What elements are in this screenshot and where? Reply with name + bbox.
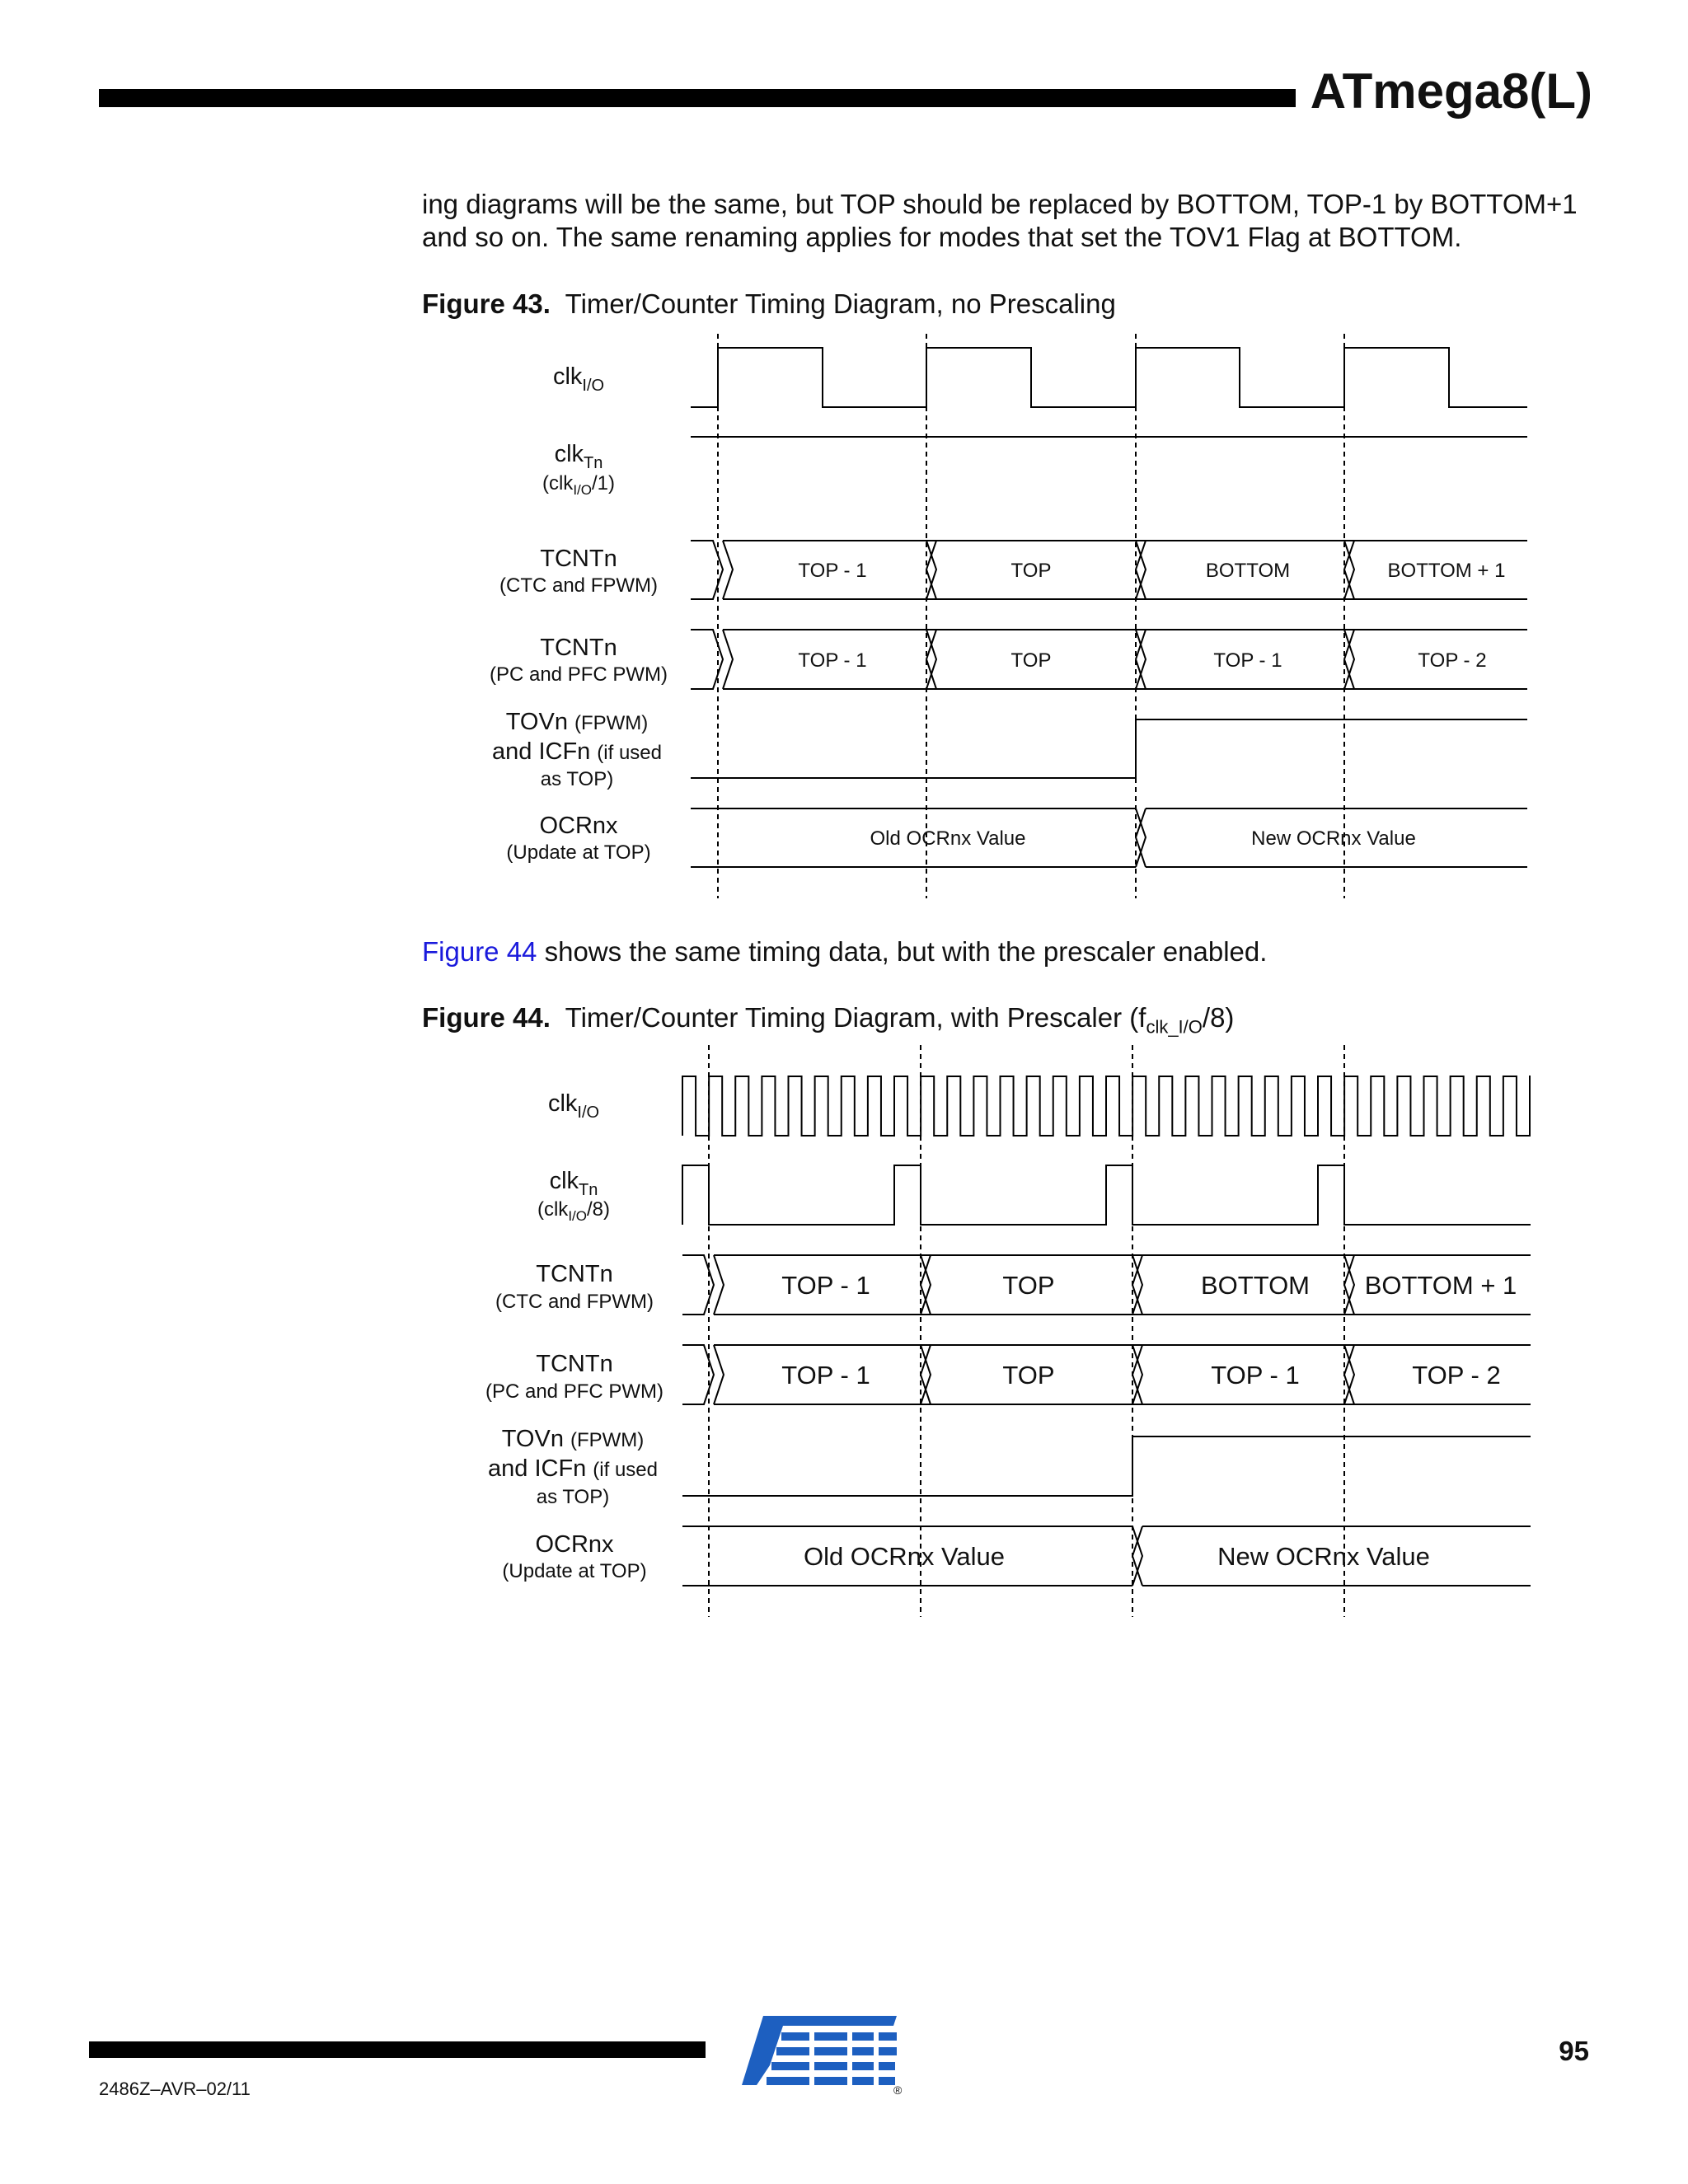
header-rule: [99, 89, 1296, 107]
label-clkio: clk$_{I/O}$: [552, 363, 605, 395]
label-tcnt-ctc: TCNTn: [536, 1261, 613, 1287]
page-number: 95: [1559, 2036, 1589, 2066]
label-ocr-mode: (Update at TOP): [502, 1560, 647, 1582]
tcnt-ctc-value: TOP: [1010, 560, 1052, 582]
label-tov-line3: as TOP): [536, 1486, 610, 1508]
figure44-reference-text: shows the same timing data, but with the prescaler enabled.: [537, 936, 1268, 967]
figure43-title: Timer/Counter Timing Diagram, no Prescaling: [565, 288, 1116, 319]
tcnt-pc-value: TOP - 1: [1211, 1361, 1300, 1390]
tcnt-ctc-value: TOP - 1: [781, 1271, 870, 1300]
clktn-waveform: [682, 1165, 1531, 1225]
ocr-value: New OCRnx Value: [1217, 1542, 1430, 1571]
label-tcnt-pc-mode: (PC and PFC PWM): [485, 1380, 664, 1403]
figure44-timing-diagram: [0, 1038, 1688, 1624]
label-ocr: OCRnx: [535, 1531, 614, 1558]
tcnt-pc-value: TOP - 2: [1412, 1361, 1501, 1390]
tcnt-ctc-value: BOTTOM: [1205, 560, 1291, 582]
tcnt-pc-value: TOP - 1: [798, 649, 867, 672]
tcnt-pc-value: TOP: [1010, 649, 1052, 672]
label-tcnt-pc-mode: (PC and PFC PWM): [489, 663, 668, 686]
tcnt-ctc-value: BOTTOM + 1: [1364, 1271, 1517, 1300]
clkio-waveform: [691, 348, 1527, 407]
tcnt-pc-value: TOP: [1002, 1361, 1055, 1390]
tov-waveform: [691, 719, 1527, 778]
tcnt-pc-value: TOP - 1: [781, 1361, 870, 1390]
figure44-reference-sentence: [422, 936, 1267, 968]
page-header-title: ATmega8(L): [1310, 63, 1592, 119]
label-ocr-mode: (Update at TOP): [506, 841, 651, 864]
label-tov-line3: as TOP): [540, 768, 614, 790]
figure43-label: Figure 43.: [422, 288, 551, 319]
tcnt-ctc-value: BOTTOM: [1200, 1271, 1311, 1300]
tcnt-ctc-value: TOP - 1: [798, 560, 867, 582]
figure43-caption: [422, 288, 1116, 320]
figure44-caption: [422, 1002, 1234, 1038]
label-tov-line1: TOVn (FPWM): [501, 1426, 645, 1452]
label-tcnt-pc: TCNTn: [540, 635, 617, 661]
figure44-label: Figure 44.: [422, 1002, 551, 1033]
intro-paragraph: ing diagrams will be the same, but TOP should be replaced by BOTTOM, TOP-1 by BOTTOM+1 and so on. The same renaming applies for modes that set the TOV1 Flag at BOTTOM.: [422, 189, 1578, 252]
figure44-link[interactable]: Figure 44: [422, 936, 537, 967]
document-code: 2486Z–AVR–02/11: [99, 2079, 251, 2099]
tcnt-ctc-value: BOTTOM + 1: [1387, 560, 1506, 582]
label-tcnt-ctc-mode: (CTC and FPWM): [495, 1291, 654, 1313]
label-clktn-divider: (clk$_{I/O}$/8): [537, 1198, 611, 1224]
figure43-timing-diagram: [0, 326, 1688, 902]
tcnt-pc-value: TOP - 1: [1213, 649, 1282, 672]
label-tcnt-ctc: TCNTn: [540, 546, 617, 572]
label-tov-line2: and ICFn (if used: [488, 1455, 658, 1482]
label-clktn: clk$_{Tn}$: [554, 441, 603, 472]
label-tcnt-ctc-mode: (CTC and FPWM): [499, 574, 658, 597]
label-tov-line2: and ICFn (if used: [492, 738, 662, 765]
clkio-waveform: [682, 1076, 1531, 1136]
ocr-value: New OCRnx Value: [1251, 827, 1416, 850]
ocr-value: Old OCRnx Value: [870, 827, 1026, 850]
logo-registered-mark: ®: [893, 2083, 903, 2095]
atmel-logo: [724, 2009, 905, 2095]
label-tcnt-pc: TCNTn: [536, 1351, 613, 1377]
label-tov-line1: TOVn (FPWM): [505, 709, 649, 735]
label-clktn: clk$_{Tn}$: [549, 1168, 598, 1199]
label-clktn-divider: (clk$_{I/O}$/1): [542, 472, 616, 498]
ocr-value: Old OCRnx Value: [803, 1542, 1006, 1571]
label-clkio: clk$_{I/O}$: [547, 1090, 600, 1122]
tcnt-pc-value: TOP - 2: [1418, 649, 1487, 672]
tov-waveform: [682, 1436, 1531, 1496]
tcnt-ctc-value: TOP: [1002, 1271, 1055, 1300]
figure44-title: Timer/Counter Timing Diagram, with Prescaler $(f_{clk\_I/O}/8)$: [565, 1002, 1235, 1038]
label-ocr: OCRnx: [539, 813, 618, 839]
footer-rule: [89, 2041, 706, 2058]
